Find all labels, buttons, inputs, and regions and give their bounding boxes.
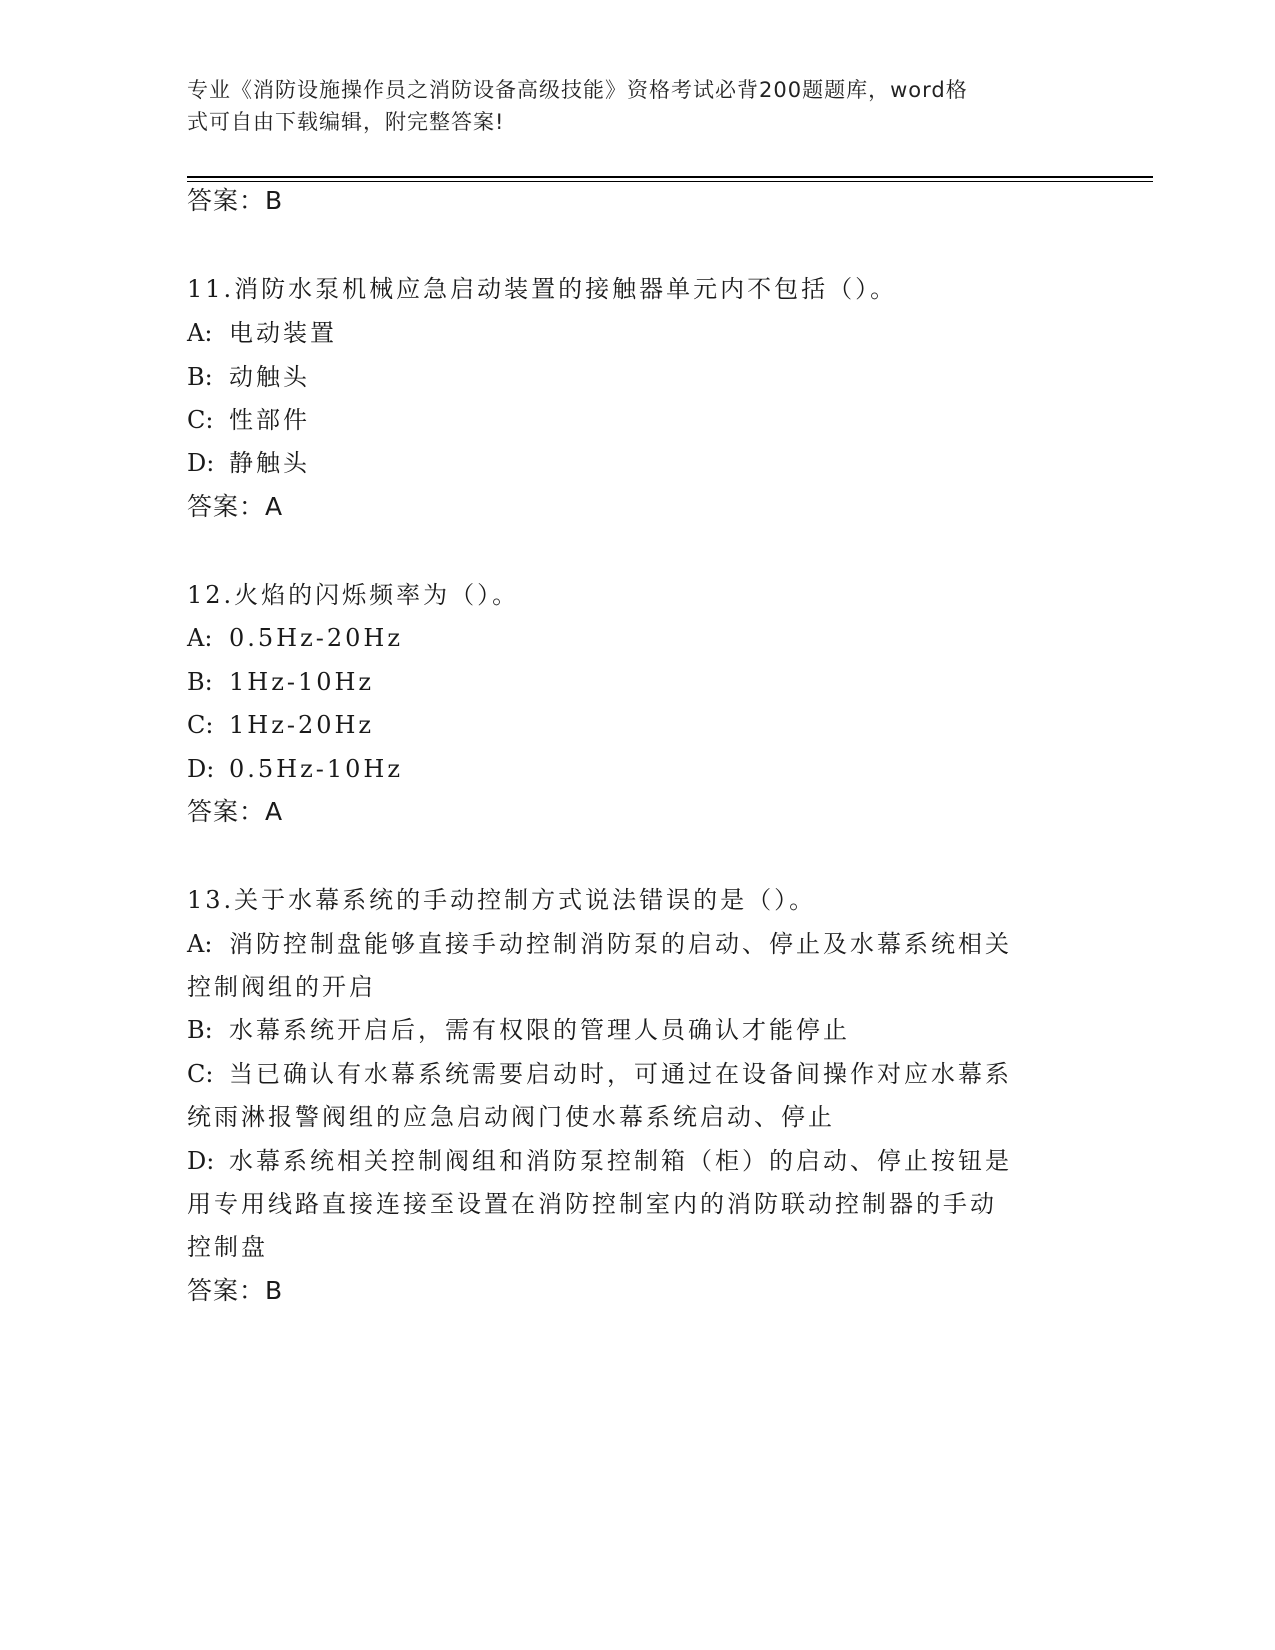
option-text: 静触头 [229,449,310,477]
option-label: C: [187,1060,214,1088]
option-label: A: [187,624,213,652]
question-12-option-a [187,623,403,653]
question-13-option-c [187,1059,1012,1089]
question-11-option-c [187,405,310,435]
option-label: B: [187,1016,213,1044]
question-12-option-d [187,754,403,784]
answer-q11: 答案：A [187,492,284,521]
option-text: 水幕系统开启后，需有权限的管理人员确认才能停止 [229,1016,850,1044]
question-13-option-a [187,929,1012,959]
answer-q12: 答案：A [187,797,284,826]
header-divider-thick [187,176,1153,178]
question-13-option-c-continued: 统雨淋报警阀组的应急启动阀门使水幕系统启动、停止 [187,1103,835,1131]
option-text: 电动装置 [229,319,337,347]
option-text: 水幕系统相关控制阀组和消防泵控制箱（柜）的启动、停止按钮是 [229,1147,1012,1175]
question-13-option-d-continued: 用专用线路直接连接至设置在消防控制室内的消防联动控制器的手动 [187,1190,997,1218]
question-11-option-b [187,362,310,392]
option-text: 0.5Hz-20Hz [229,624,403,652]
header-divider-thin [187,181,1153,182]
option-label: D: [187,449,215,477]
option-text: 消防控制盘能够直接手动控制消防泵的启动、停止及水幕系统相关 [229,930,1012,958]
option-label: C: [187,711,214,739]
option-label: B: [187,668,213,696]
option-text: 1Hz-20Hz [229,711,375,739]
question-13-stem: 13.关于水幕系统的手动控制方式说法错误的是（）。 [187,886,817,914]
option-label: C: [187,406,214,434]
option-label: B: [187,363,213,391]
option-text: 当已确认有水幕系统需要启动时，可通过在设备间操作对应水幕系 [229,1060,1012,1088]
question-11-stem: 11.消防水泵机械应急启动装置的接触器单元内不包括（）。 [187,275,898,303]
question-12-option-b [187,667,374,697]
question-13-option-d [187,1146,1012,1176]
question-11-option-a [187,318,337,348]
question-13-option-b [187,1015,850,1045]
answer-q13: 答案：B [187,1276,284,1305]
document-header [187,74,1067,138]
answer-q10: 答案：B [187,186,284,215]
question-11-option-d [187,448,310,478]
question-13-option-d-continued-2: 控制盘 [187,1233,268,1261]
header-line-1: 专业《消防设施操作员之消防设备高级技能》资格考试必背200题题库，word格 [187,78,968,102]
question-12-stem: 12.火焰的闪烁频率为（）。 [187,581,520,609]
option-text: 0.5Hz-10Hz [229,755,403,783]
option-text: 动触头 [229,363,310,391]
question-13-option-a-continued: 控制阀组的开启 [187,973,376,1001]
header-line-2: 式可自由下载编辑，附完整答案! [187,110,505,134]
option-text: 性部件 [229,406,310,434]
option-label: A: [187,319,213,347]
option-label: A: [187,930,213,958]
question-12-option-c [187,710,374,740]
option-text: 1Hz-10Hz [229,668,375,696]
option-label: D: [187,1147,215,1175]
option-label: D: [187,755,215,783]
